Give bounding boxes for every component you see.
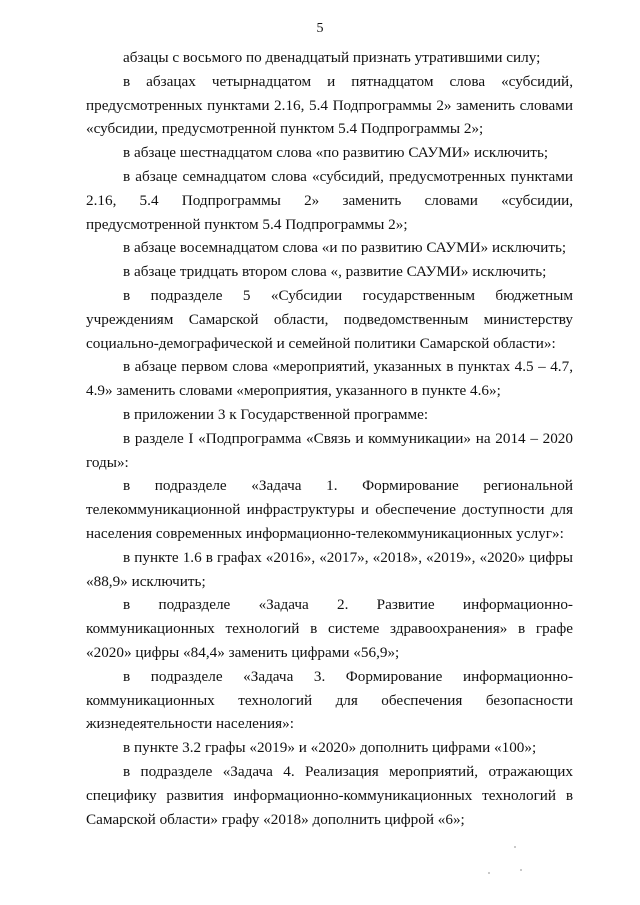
scan-artifact [488, 872, 490, 874]
scan-artifact [520, 869, 522, 871]
paragraph: в абзаце восемнадцатом слова «и по развитию САУМИ» исключить; [123, 239, 567, 257]
paragraph: в подразделе 5 «Субсидии государственным бюджетным учреждениям Самарской области, подведомственным министерству социально-демографической и семейной политики Самарской области»: [86, 286, 573, 352]
paragraph: в подразделе «Задача 2. Развитие информационно-коммуникационных технологий в системе здравоохранения» в графе «2020» цифры «84,4» заменить цифрами «56,9»; [86, 596, 573, 661]
page-number: 5 [316, 21, 324, 36]
paragraph: в абзаце шестнадцатом слова «по развитию САУМИ» исключить; [123, 144, 549, 162]
paragraph: в абзацах четырнадцатом и пятнадцатом слова «субсидий, предусмотренных пунктами 2.16, 5.4 Подпрограммы 2» заменить словами «субсидии, предусмотренной пунктом 5.4 Подпрограммы 2»; [86, 72, 573, 138]
paragraph: в приложении 3 к Государственной программе: [123, 405, 429, 423]
paragraph: в подразделе «Задача 3. Формирование информационно-коммуникационных технологий для обеспечения безопасности жизнедеятельности населения»: [86, 667, 573, 733]
document-body [86, 46, 573, 831]
paragraph: в абзаце тридцать втором слова «, развитие САУМИ» исключить; [123, 263, 547, 281]
paragraph: в подразделе «Задача 4. Реализация мероприятий, отражающих специфику развития информационно-коммуникационных технологий в Самарской области» графу «2018» дополнить цифрой «6»; [86, 762, 573, 828]
paragraph: в абзаце первом слова «мероприятий, указанных в пунктах 4.5 – 4.7, 4.9» заменить словами «мероприятия, указанного в пункте 4.6»; [86, 358, 573, 400]
paragraph: в пункте 1.6 в графах «2016», «2017», «2018», «2019», «2020» цифры «88,9» исключить; [86, 548, 573, 590]
paragraph: в разделе I «Подпрограмма «Связь и коммуникации» на 2014 – 2020 годы»: [86, 429, 573, 471]
paragraph: в подразделе «Задача 1. Формирование региональной телекоммуникационной инфраструктуры и обеспечение доступности для населения современных информационно-телекоммуникационных услуг»: [86, 477, 573, 542]
paragraph: в пункте 3.2 графы «2019» и «2020» дополнить цифрами «100»; [123, 739, 537, 757]
paragraph: абзацы с восьмого по двенадцатый признать утратившими силу; [123, 49, 541, 66]
paragraph: в абзаце семнадцатом слова «субсидий, предусмотренных пунктами 2.16, 5.4 Подпрограммы 2» заменить словами «субсидии, предусмотренной пунктом 5.4 Подпрограммы 2»; [86, 167, 573, 233]
scan-artifact [514, 846, 516, 848]
